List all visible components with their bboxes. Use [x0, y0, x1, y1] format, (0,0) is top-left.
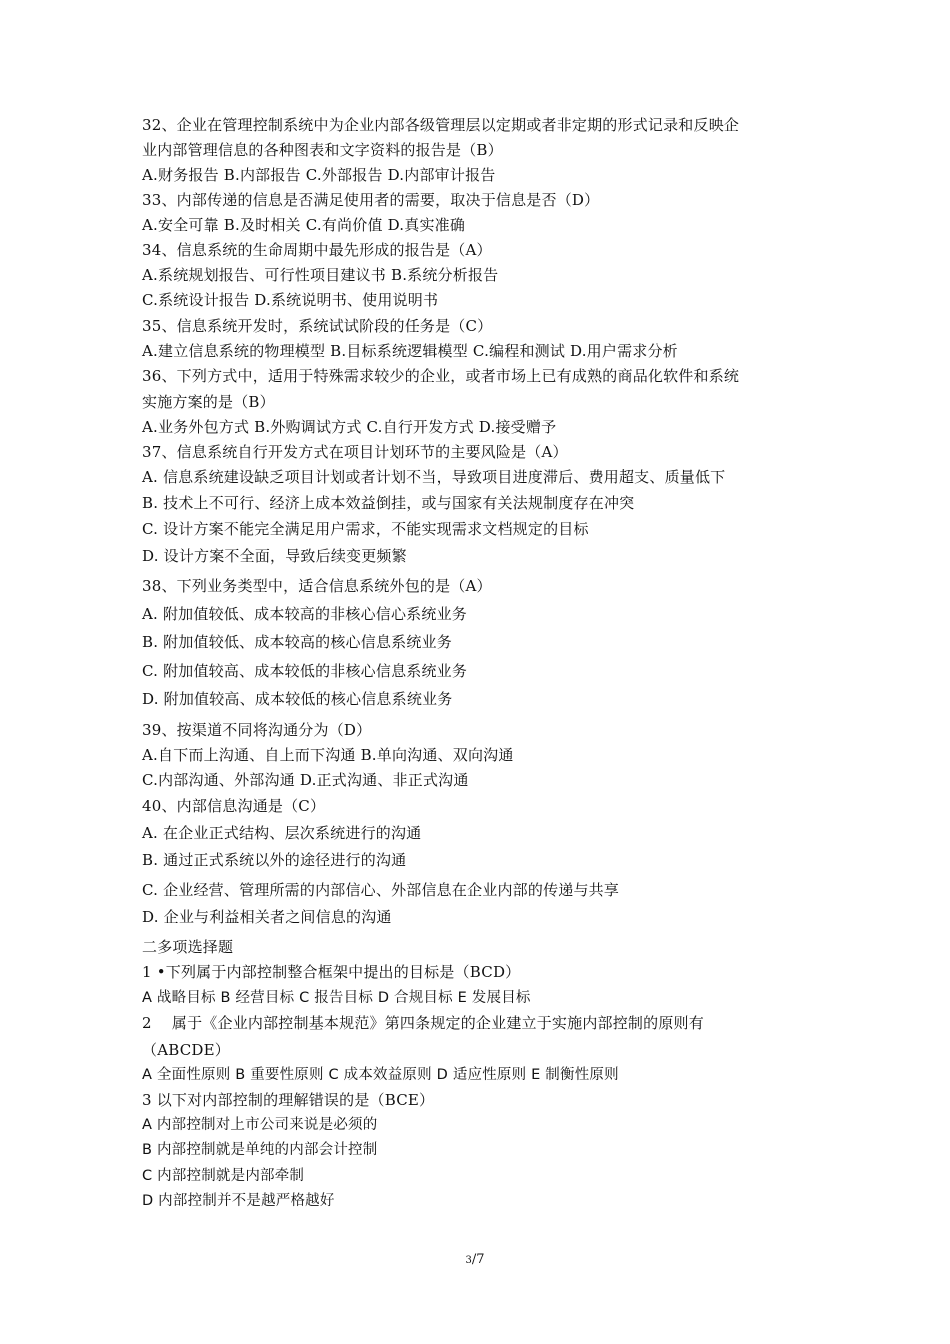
question-38-option-c: C. 附加值较高、成本较低的非核心信息系统业务: [142, 662, 468, 680]
question-36-stem-line-2: 实施方案的是（B）: [142, 393, 275, 411]
question-33-stem: 33、内部传递的信息是否满足使用者的需要，取决于信息是否（D）: [142, 191, 600, 209]
question-40-option-b: B. 通过正式系统以外的途径进行的沟通: [142, 851, 407, 869]
mc-question-3-stem: 3 以下对内部控制的理解错误的是（BCE）: [142, 1091, 435, 1109]
page-number: [0, 1252, 950, 1269]
question-39-options-line-2: C.内部沟通、外部沟通 D.正式沟通、非正式沟通: [142, 771, 469, 789]
question-34-options-line-1: A.系统规划报告、可行性项目建议书 B.系统分析报告: [142, 266, 499, 284]
page-number-total: /7: [471, 1252, 485, 1267]
question-32-stem-line-1: 32、企业在管理控制系统中为企业内部各级管理层以定期或者非定期的形式记录和反映企: [142, 116, 740, 134]
section-heading-multiple-choice: 二多项选择题: [142, 938, 234, 956]
page-number-current: 3: [465, 1255, 472, 1266]
mc-question-3-option-c: C 内部控制就是内部牵制: [142, 1168, 305, 1184]
mc-question-3-option-d: D 内部控制并不是越严格越好: [142, 1193, 335, 1209]
question-35-options: A.建立信息系统的物理模型 B.目标系统逻辑模型 C.编程和测试 D.用户需求分析: [142, 342, 678, 360]
question-34-options-line-2: C.系统设计报告 D.系统说明书、使用说明书: [142, 291, 439, 309]
question-33-options: A.安全可靠 B.及时相关 C.有尚价值 D.真实准确: [142, 216, 466, 234]
mc-question-2-stem-line-2: （ABCDE）: [142, 1041, 230, 1059]
question-32-options: A.财务报告 B.内部报告 C.外部报告 D.内部审计报告: [142, 166, 496, 184]
question-37-option-d: D. 设计方案不全面，导致后续变更频繁: [142, 547, 407, 565]
question-40-option-a: A. 在企业正式结构、层次系统进行的沟通: [142, 824, 422, 842]
question-40-option-d: D. 企业与利益相关者之间信息的沟通: [142, 908, 392, 926]
mc-question-1-options: A 战略目标 B 经营目标 C 报告目标 D 合规目标 E 发展目标: [142, 990, 531, 1006]
question-36-options: A.业务外包方式 B.外购调试方式 C.自行开发方式 D.接受赠予: [142, 418, 557, 436]
question-37-option-a: A. 信息系统建设缺乏项目计划或者计划不当，导致项目进度滞后、费用超支、质量低下: [142, 468, 726, 486]
question-36-stem-line-1: 36、下列方式中，适用于特殊需求较少的企业，或者市场上已有成熟的商品化软件和系统: [142, 367, 740, 385]
question-39-stem: 39、按渠道不同将沟通分为（D）: [142, 721, 372, 739]
question-37-stem: 37、信息系统自行开发方式在项目计划环节的主要风险是（A）: [142, 443, 568, 461]
question-38-stem: 38、下列业务类型中，适合信息系统外包的是（A）: [142, 577, 492, 595]
mc-question-1-stem: 1 •下列属于内部控制整合框架中提出的目标是（BCD）: [142, 963, 521, 981]
mc-question-3-option-b: B 内部控制就是单纯的内部会计控制: [142, 1142, 378, 1158]
mc-question-2-options: A 全面性原则 B 重要性原则 C 成本效益原则 D 适应性原则 E 制衡性原则: [142, 1067, 619, 1083]
question-35-stem: 35、信息系统开发时，系统试试阶段的任务是（C）: [142, 317, 493, 335]
question-40-stem: 40、内部信息沟通是（C）: [142, 797, 326, 815]
question-37-option-b: B. 技术上不可行、经济上成本效益倒挂，或与国家有关法规制度存在冲突: [142, 494, 635, 512]
question-37-option-c: C. 设计方案不能完全满足用户需求，不能实现需求文档规定的目标: [142, 520, 589, 538]
mc-question-3-option-a: A 内部控制对上市公司来说是必须的: [142, 1117, 378, 1133]
question-38-option-a: A. 附加值较低、成本较高的非核心信心系统业务: [142, 605, 467, 623]
question-34-stem: 34、信息系统的生命周期中最先形成的报告是（A）: [142, 241, 492, 259]
question-38-option-d: D. 附加值较高、成本较低的核心信息系统业务: [142, 690, 453, 708]
question-40-option-c: C. 企业经营、管理所需的内部信心、外部信息在企业内部的传递与共享: [142, 881, 620, 899]
mc-question-2-stem-line-1: 2 属于《企业内部控制基本规范》第四条规定的企业建立于实施内部控制的原则有: [142, 1014, 704, 1032]
question-32-stem-line-2: 业内部管理信息的各种图表和文字资料的报告是（B）: [142, 141, 503, 159]
question-39-options-line-1: A.自下而上沟通、自上而下沟通 B.单向沟通、双向沟通: [142, 746, 514, 764]
question-38-option-b: B. 附加值较低、成本较高的核心信息系统业务: [142, 633, 452, 651]
